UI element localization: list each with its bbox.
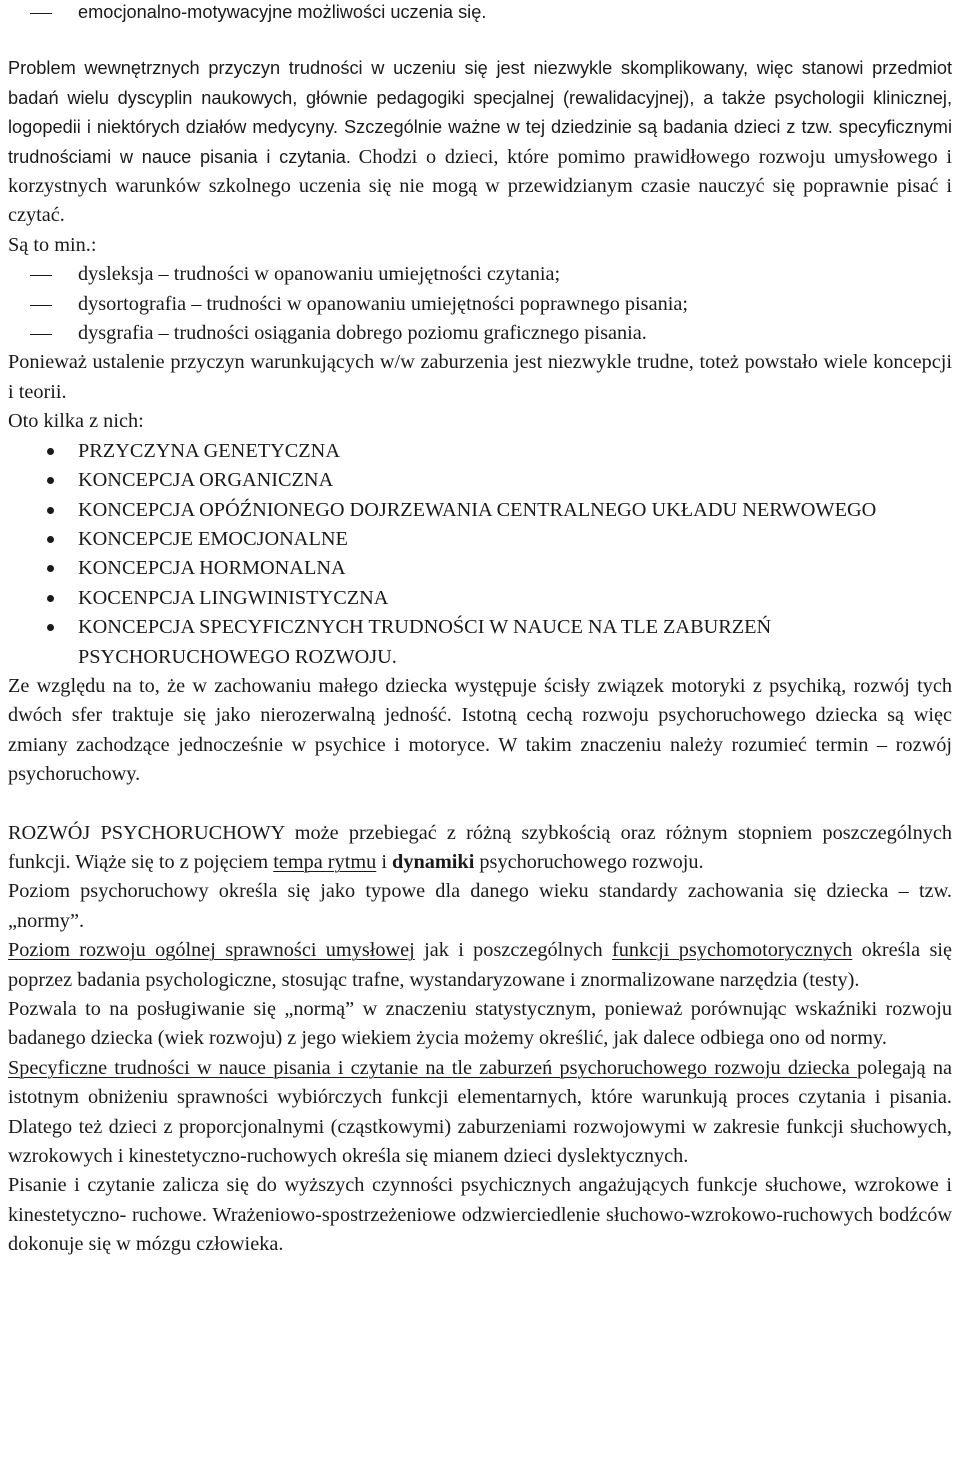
concept-item: KOCENPCJA LINGWINISTYCZNA	[8, 584, 952, 613]
paragraph-pisanie-czytanie: Pisanie i czytanie zalicza się do wyższych czynności psychicznych angażujących funkcje słuchowe, wzrokowe i kinestetyczno- ruchowe. Wrażeniowo-spostrzeżeniowe odzwierciedlenie słuchowo-wzrokowo-ruchowych bodźców dokonuje się w mózgu człowieka.	[8, 1174, 952, 1256]
term-dynamiki: dynamiki	[392, 850, 475, 873]
intro-list-item: emocjonalno-motywacyjne możliwości uczenia się.	[8, 0, 952, 27]
concepts-intro: Oto kilka z nich:	[8, 410, 144, 433]
list-item-dysgrafia: dysgrafia – trudności osiągania dobrego poziomu graficznego pisania.	[8, 319, 952, 348]
spacer	[8, 790, 952, 819]
term-funkcji-psychomotorycznych: funkcji psychomotorycznych	[612, 939, 853, 962]
term-specyficzne-trudnosci: Specyficzne trudności w nauce pisania i czytanie na tle zaburzeń psychoruchowego rozwoju dziecka	[8, 1056, 857, 1079]
paragraph-problem-serif: Chodzi o dzieci, które pomimo prawidłowego rozwoju umysłowego i korzystnych warunków szkolnego uczenia się nie mogą w przewidzianym czasie nauczyć się poprawnie pisać i czytać.	[8, 145, 953, 227]
paragraph-problem	[8, 54, 952, 230]
concept-item: KONCEPCJE EMOCJONALNE	[8, 525, 952, 554]
list-intro: Są to min.:	[8, 233, 97, 256]
list-item-dysleksja: dysleksja – trudności w opanowaniu umiejętności czytania;	[8, 260, 952, 289]
term-tempa-rytmu: tempa rytmu	[273, 850, 377, 873]
concept-item: PRZYCZYNA GENETYCZNA	[8, 437, 952, 466]
spacer	[8, 27, 952, 56]
list-item-dysortografia: dysortografia – trudności w opanowaniu umiejętności poprawnego pisania;	[8, 290, 952, 319]
text-segment: jak i poszczególnych	[414, 939, 612, 962]
concept-item: KONCEPCJA SPECYFICZNYCH TRUDNOŚCI W NAUCE NA TLE ZABURZEŃ PSYCHORUCHOWEGO ROZWOJU.	[8, 613, 952, 672]
text-segment: psychoruchowego rozwoju.	[474, 850, 704, 873]
text-segment: ROZWÓJ PSYCHORUCHOWY może przebiegać z różną szybkością oraz różnym stopniem poszczególnych funkcji. Wiąże się to z pojęciem	[8, 821, 952, 873]
paragraph-rozwoj-psychoruchowy	[8, 819, 952, 878]
disorders-list	[8, 260, 952, 348]
concept-item: KONCEPCJA OPÓŹNIONEGO DOJRZEWANIA CENTRALNEGO UKŁADU NERWOWEGO	[8, 496, 952, 525]
text-segment: i	[376, 850, 393, 873]
term-poziom-rozwoju: Poziom rozwoju ogólnej sprawności umysłowej	[8, 939, 415, 962]
paragraph-przyczyny: Ponieważ ustalenie przyczyn warunkujących w/w zaburzenia jest niezwykle trudne, toteż powstało wiele koncepcji i teorii.	[8, 351, 952, 403]
paragraph-norma: Pozwala to na posługiwanie się „normą” w znaczeniu statystycznym, ponieważ porównując wskaźniki rozwoju badanego dziecka (wiek rozwoju) z jego wiekiem życia możemy określić, jak dalece odbiega ono od normy.	[8, 998, 952, 1050]
paragraph-rozwoj: Ze względu na to, że w zachowaniu małego dziecka występuje ścisły związek motoryki z psychiką, rozwój tych dwóch sfer traktuje się jako nierozerwalną jedność. Istotną cechą rozwoju psychoruchowego dziecka są więc zmiany zachodzące jednocześnie w psychice i motoryce. W takim znaczeniu należy rozumieć termin – rozwój psychoruchowy.	[8, 674, 952, 786]
paragraph-poziom: Poziom psychoruchowy określa się jako typowe dla danego wieku standardy zachowania się dziecka – tzw. „normy”.	[8, 880, 952, 932]
concept-item: KONCEPCJA HORMONALNA	[8, 554, 952, 583]
text-segment: określa się poprzez badania psychologiczne, stosując trafne, wystandaryzowane i znormalizowane narzędzia (testy).	[8, 939, 952, 991]
paragraph-poziom-rozwoju	[8, 936, 952, 995]
concepts-list	[8, 437, 952, 672]
paragraph-specyficzne	[8, 1054, 952, 1172]
text-segment: polegają na istotnym obniżeniu sprawności wybiórczych funkcji elementarnych, które warunkują proces czytania i pisania. Dlatego też dzieci z proporcjonalnymi (cząstkowymi) zaburzeniami rozwojowymi w zakresie funkcji słuchowych, wzrokowych i kinestetyczno-ruchowych określa się mianem dzieci dyslektycznych.	[8, 1056, 952, 1168]
paragraph-problem-sans: Problem wewnętrznych przyczyn trudności w uczeniu się jest niezwykle skomplikowany, więc stanowi przedmiot badań wielu dyscyplin naukowych, głównie pedagogiki specjalnej (rewalidacyjnej), a także psychologii klinicznej, logopedii i niektórych działów medycyny. Szczególnie ważne w tej dziedzinie są badania dzieci z tzw. specyficznymi trudnościami w nauce pisania i czytania.	[8, 58, 952, 167]
concept-item: KONCEPCJA ORGANICZNA	[8, 466, 952, 495]
